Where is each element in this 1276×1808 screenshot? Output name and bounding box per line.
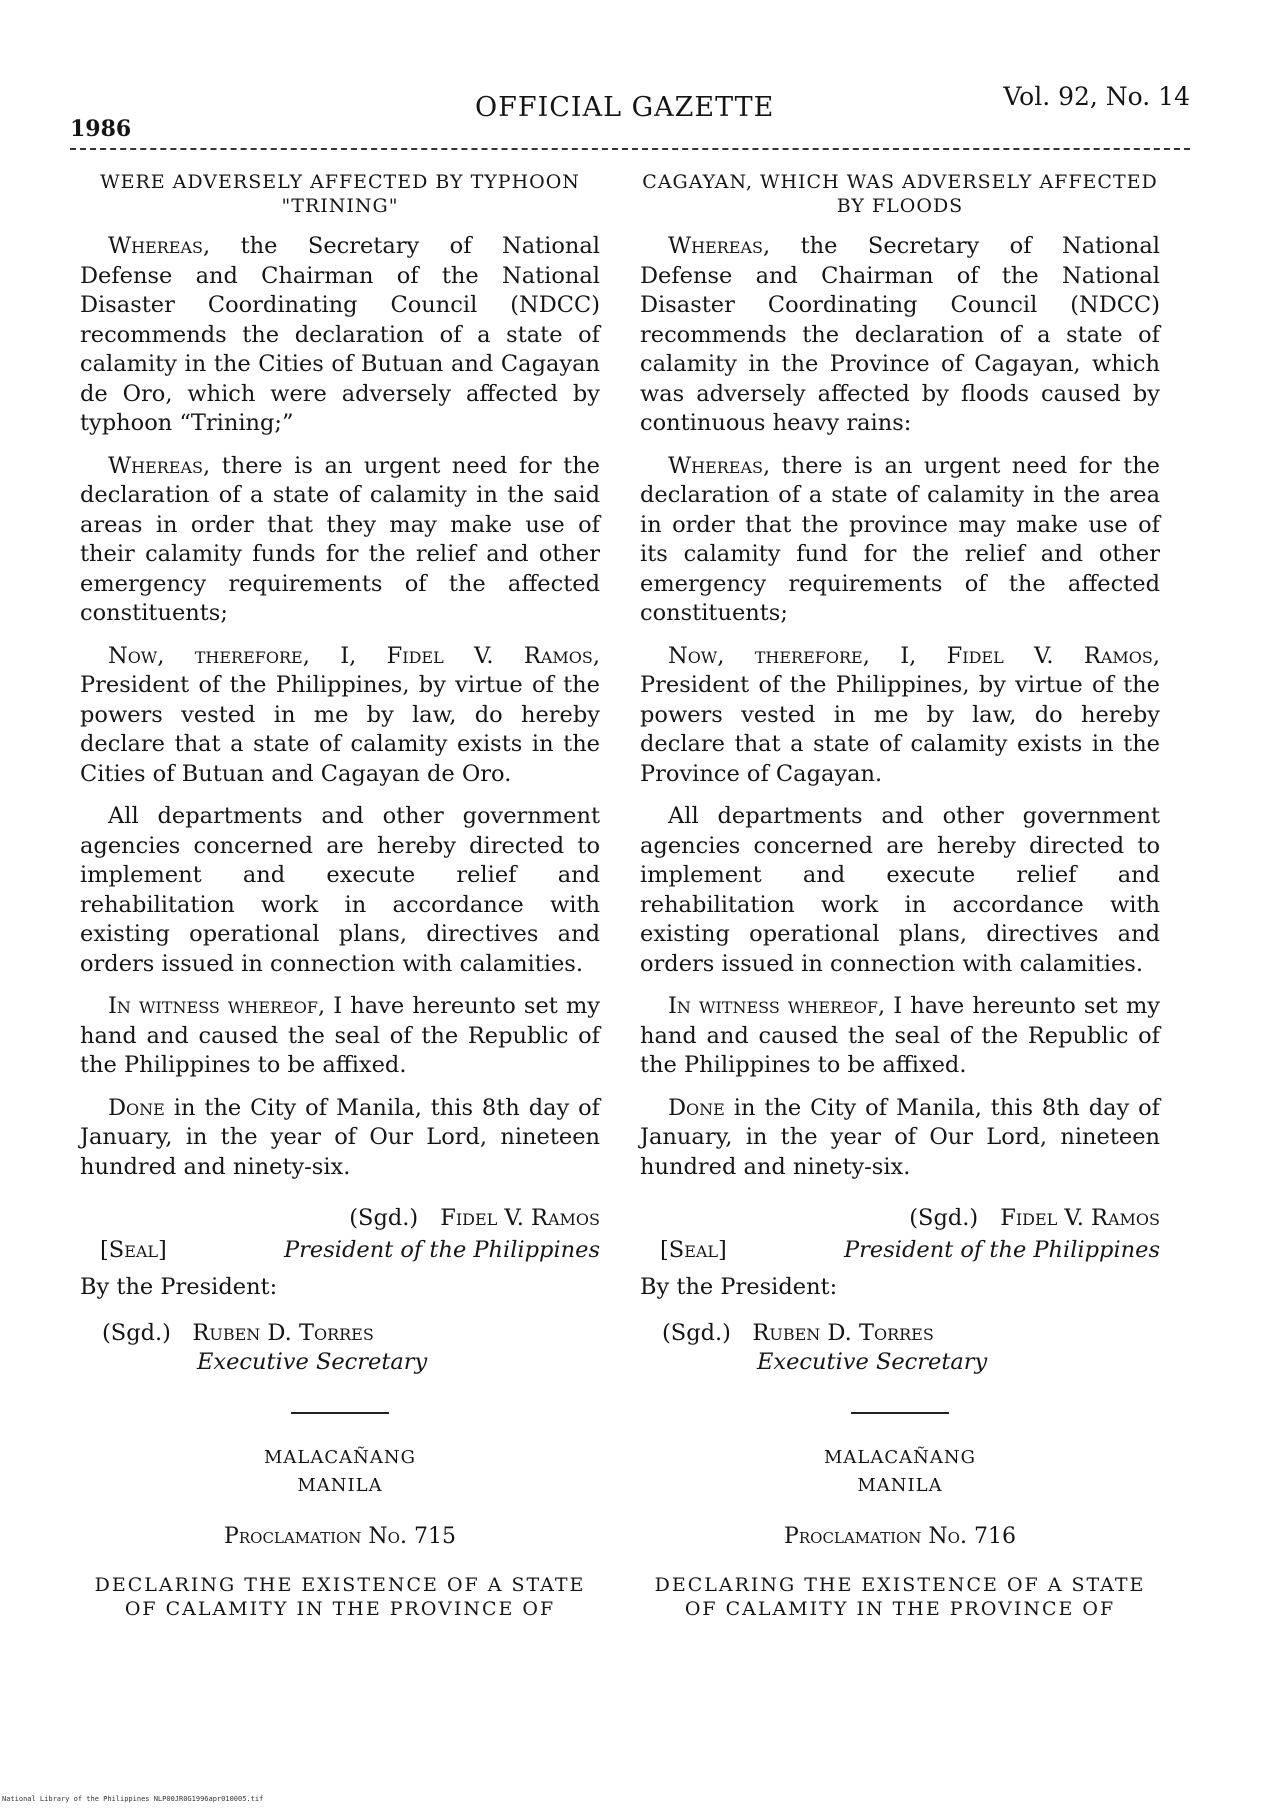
by-the-president: By the President: (640, 1274, 838, 1300)
paragraph-text: I have hereunto set my hand and caused the seal of the Republic of the Philippines to be affixed. (80, 993, 600, 1078)
paragraph-text: in the City of Manila, this 8th day of January, in the year of Our Lord, nineteen hundred and ninety-six. (640, 1094, 1160, 1180)
proclamation-number: Proclamation No. 716 (784, 1523, 1016, 1549)
page-header (70, 82, 1190, 142)
right-column (640, 170, 1160, 1621)
secretary-name: Ruben D. Torres (192, 1319, 374, 1346)
president-title: President of the Philippines (844, 1236, 1160, 1263)
signature-line (80, 1204, 600, 1234)
paragraph-text: there is an urgent need for the declaration of a state of calamity in the area in order that the province may make use of its calamity fund for the relief and other emergency requirements of the affected constituents; (640, 452, 1161, 626)
proclamation-title-continued: WERE ADVERSELY AFFECTED BY TYPHOON "TRINING" (100, 171, 580, 217)
directive-paragraph: All departments and other government agencies concerned are hereby directed to implement and execute relief and rehabilitation work in accordance with existing operational plans, directives and orders issued in connection with calamities. (80, 803, 600, 977)
secretary-line (662, 1319, 1160, 1349)
volume-number: Vol. 92, No. 14 (1003, 82, 1190, 111)
section-divider (291, 1412, 389, 1414)
whereas-lead: Whereas, (108, 233, 211, 259)
president-name: Fidel V. Ramos (440, 1205, 600, 1231)
scan-footer: National Library of the Philippines NLP00JR0G1996apr010005.tif (2, 1795, 264, 1803)
declaration-paragraph (640, 642, 1160, 790)
place-malacanang: MALACAÑANG (263, 1446, 417, 1468)
section-divider (851, 1412, 949, 1414)
secretary-signature-block (80, 1319, 600, 1378)
seal-label: [Seal] (100, 1236, 167, 1263)
proclamation-title-continued: CAGAYAN, WHICH WAS ADVERSELY AFFECTED BY FLOODS (642, 171, 1158, 217)
place-manila: MANILA (857, 1474, 943, 1496)
paragraph-text: in the City of Manila, this 8th day of January, in the year of Our Lord, nineteen hundred and ninety-six. (80, 1094, 600, 1180)
done-lead: Done (108, 1094, 165, 1121)
whereas-lead: Whereas, (668, 233, 771, 259)
whereas-paragraph-2 (640, 452, 1160, 629)
whereas-lead: Whereas, (108, 452, 211, 479)
seal-line (640, 1236, 1160, 1266)
signed-marker: (Sgd.) (909, 1205, 979, 1231)
left-column (80, 170, 600, 1621)
paragraph-text: the Secretary of National Defense and Chairman of the National Disaster Coordinating Council (NDCC) recommends the declaration of a state of calamity in the Cities of Butuan and Cagayan de Oro, which were adversely affected by typhoon “Trining;” (80, 233, 600, 436)
signed-marker: (Sgd.) (349, 1205, 419, 1231)
signed-marker: (Sgd.) (662, 1319, 731, 1346)
done-lead: Done (668, 1094, 725, 1121)
paragraph-text: President of the Philippines, by virtue of the powers vested in me by law, do hereby declare that a state of calamity exists in the Cities of Butuan and Cagayan de Oro. (80, 672, 600, 787)
secretary-signature-block (640, 1319, 1160, 1378)
secretary-title: Executive Secretary (197, 1349, 428, 1375)
proclamation-number: Proclamation No. 715 (224, 1523, 456, 1549)
declaration-paragraph (80, 642, 600, 790)
paragraph-text: the Secretary of National Defense and Chairman of the National Disaster Coordinating Council (NDCC) recommends the declaration of a state of calamity in the Province of Cagayan, which was adversely affected by floods caused by continuous heavy rains: (640, 233, 1160, 436)
next-proclamation-title: DECLARING THE EXISTENCE OF A STATE OF CALAMITY IN THE PROVINCE OF (654, 1574, 1146, 1620)
next-proclamation-title: DECLARING THE EXISTENCE OF A STATE OF CALAMITY IN THE PROVINCE OF (94, 1574, 586, 1620)
place-malacanang: MALACAÑANG (823, 1446, 977, 1468)
whereas-paragraph-1 (80, 232, 600, 439)
witness-lead: In witness whereof, (108, 993, 326, 1019)
done-paragraph (640, 1094, 1160, 1183)
directive-paragraph: All departments and other government agencies concerned are hereby directed to implement and execute relief and rehabilitation work in accordance with existing operational plans, directives and orders issued in connection with calamities. (640, 803, 1160, 977)
signed-marker: (Sgd.) (102, 1319, 171, 1346)
whereas-lead: Whereas, (668, 452, 771, 479)
seal-label: [Seal] (660, 1236, 727, 1263)
whereas-paragraph-2 (80, 452, 600, 629)
publication-title: OFFICIAL GAZETTE (475, 92, 775, 123)
whereas-paragraph-1 (640, 232, 1160, 439)
president-signature-block (80, 1204, 600, 1265)
paragraph-text: there is an urgent need for the declaration of a state of calamity in the said areas in order that they may make use of their calamity funds for the relief and other emergency requirements of the affected constituents; (80, 452, 601, 626)
witness-lead: In witness whereof, (668, 993, 886, 1019)
header-divider (70, 148, 1190, 150)
paragraph-text: I have hereunto set my hand and caused the seal of the Republic of the Philippines to be affixed. (640, 993, 1160, 1078)
president-signature-block (640, 1204, 1160, 1265)
page-number: 1986 (70, 116, 132, 142)
by-the-president: By the President: (80, 1274, 278, 1300)
president-title: President of the Philippines (284, 1236, 600, 1263)
seal-line (80, 1236, 600, 1266)
president-name: Fidel V. Ramos (1000, 1205, 1160, 1231)
secretary-name: Ruben D. Torres (752, 1319, 934, 1346)
place-manila: MANILA (297, 1474, 383, 1496)
paragraph-text: President of the Philippines, by virtue of the powers vested in me by law, do hereby declare that a state of calamity exists in the Province of Cagayan. (640, 672, 1160, 787)
secretary-title: Executive Secretary (757, 1349, 988, 1375)
declaration-lead: Now, therefore, I, Fidel V. Ramos, (108, 642, 600, 669)
signature-line (640, 1204, 1160, 1234)
declaration-lead: Now, therefore, I, Fidel V. Ramos, (668, 642, 1160, 669)
done-paragraph (80, 1094, 600, 1183)
secretary-line (102, 1319, 600, 1349)
witness-paragraph (640, 992, 1160, 1081)
witness-paragraph (80, 992, 600, 1081)
